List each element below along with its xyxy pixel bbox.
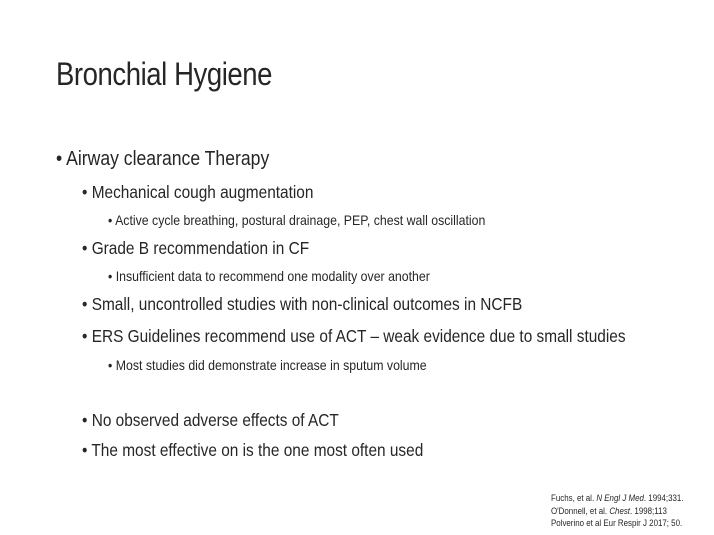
bullet-glyph: • — [82, 238, 88, 258]
bullet-glyph: • — [82, 440, 88, 460]
bullet-item — [108, 212, 485, 228]
reference-line — [551, 517, 684, 530]
bullet-text: ERS Guidelines recommend use of ACT – weak evidence due to small studies — [91, 326, 626, 346]
references — [551, 492, 684, 530]
bullet-glyph: • — [108, 268, 113, 284]
bullet-text: Airway clearance Therapy — [66, 148, 270, 170]
reference-citation: . 1998;113 — [630, 505, 667, 516]
bullet-text: Mechanical cough augmentation — [91, 182, 314, 202]
bullet-glyph: • — [56, 148, 63, 170]
bullet-glyph: • — [82, 410, 88, 430]
bullet-text: Grade B recommendation in CF — [91, 238, 310, 258]
bullet-item — [82, 182, 313, 203]
bullet-item — [82, 440, 423, 461]
bullet-glyph: • — [82, 294, 88, 314]
bullet-item — [82, 238, 309, 259]
bullet-glyph: • — [82, 182, 88, 202]
bullet-glyph: • — [108, 357, 113, 373]
bullet-item — [108, 268, 430, 284]
reference-authors: Polverino et al Eur Respir J 2017; 50. — [551, 518, 683, 528]
reference-authors: Fuchs, et al. — [551, 493, 597, 503]
bullet-text: No observed adverse effects of ACT — [91, 410, 339, 430]
bullet-text: The most effective on is the one most often used — [91, 440, 424, 460]
reference-line — [551, 505, 684, 518]
bullet-item — [108, 357, 427, 373]
reference-journal: N Engl J Med — [596, 493, 644, 503]
bullet-text: Insufficient data to recommend one modality over another — [115, 268, 430, 284]
bullet-item — [56, 148, 269, 171]
bullet-item — [82, 326, 626, 347]
bullet-text: Most studies did demonstrate increase in sputum volume — [115, 357, 427, 373]
reference-journal: Chest — [609, 505, 631, 516]
reference-line — [551, 492, 684, 505]
reference-authors: O'Donnell, et al. — [551, 505, 610, 516]
bullet-item — [82, 294, 522, 315]
bullet-glyph: • — [82, 326, 88, 346]
bullet-item — [82, 410, 339, 431]
reference-citation: . 1994;331. — [643, 493, 684, 503]
bullet-text: Active cycle breathing, postural drainage, PEP, chest wall oscillation — [115, 212, 486, 228]
bullet-text: Small, uncontrolled studies with non-clinical outcomes in NCFB — [91, 294, 523, 314]
slide-title: Bronchial Hygiene — [56, 56, 273, 92]
bullet-glyph: • — [108, 212, 113, 228]
